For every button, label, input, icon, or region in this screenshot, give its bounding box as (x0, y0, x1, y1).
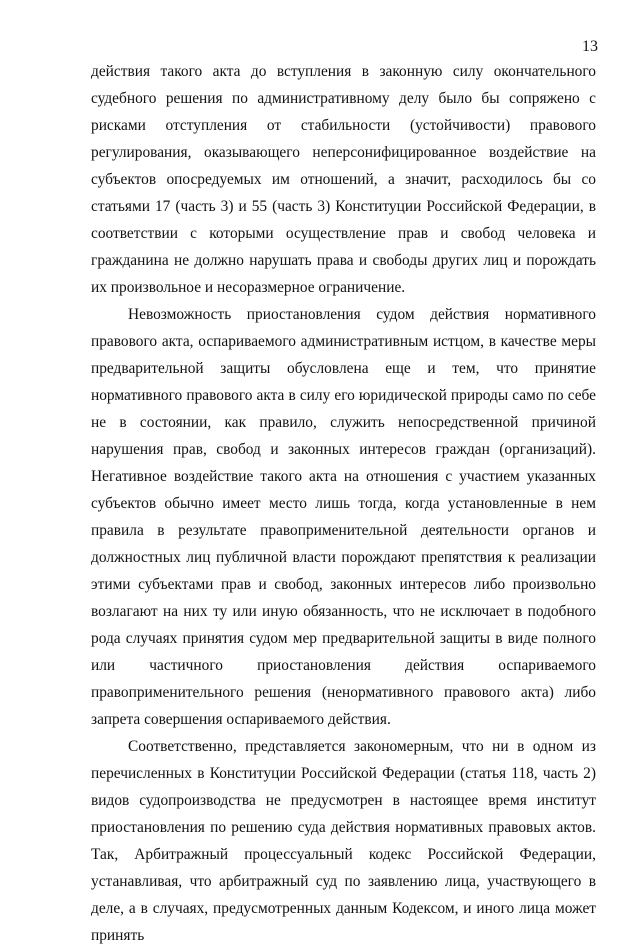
paragraph: Соответственно, представляется закономерным, что ни в одном из перечисленных в Конституции Российской Федерации (статья 118, часть 2) видов судопроизводства не предусмотрен в настоящее время институт приостановления по решению суда действия нормативных правовых актов. Так, Арбитражный процессуальный кодекс Российской Федерации, устанавливая, что арбитражный суд по заявлению лица, участвующего в деле, а в случаях, предусмотренных данным Кодексом, и иного лица может принять (91, 738, 596, 944)
paragraph: Невозможность приостановления судом действия нормативного правового акта, оспариваемого административным истцом, в качестве меры предварительной защиты обусловлена еще и тем, что принятие нормативного правового акта в силу его юридической природы само по себе не в состоянии, как правило, служить непосредственной причиной нарушения прав, свобод и законных интересов граждан (организаций). Негативное воздействие такого акта на отношения с участием указанных субъектов обычно имеет место лишь тогда, когда установленные в нем правила в результате правоприменительной деятельности органов и должностных лиц публичной власти порождают препятствия к реализации этими субъектами прав и свобод, законных интересов либо произвольно возлагают на них ту или иную обязанность, что не исключает в подобного рода случаях принятия судом мер предварительной защиты в виде полного или частичного приостановления действия оспариваемого правоприменительного решения (ненормативного правового акта) либо запрета совершения оспариваемого действия. (91, 306, 596, 728)
document-body (91, 58, 596, 949)
page-number: 13 (582, 38, 598, 55)
paragraph-continuation: действия такого акта до вступления в законную силу окончательного судебного решения по административному делу было бы сопряжено с рисками отступления от стабильности (устойчивости) правового регулирования, оказывающего неперсонифицированное воздействие на субъектов опосредуемых им отношений, а значит, расходилось бы со статьями 17 (часть 3) и 55 (часть 3) Конституции Российской Федерации, в соответствии с которыми осуществление прав и свобод человека и гражданина не должно нарушать права и свободы других лиц и порождать их произвольное и несоразмерное ограничение. (91, 63, 596, 296)
